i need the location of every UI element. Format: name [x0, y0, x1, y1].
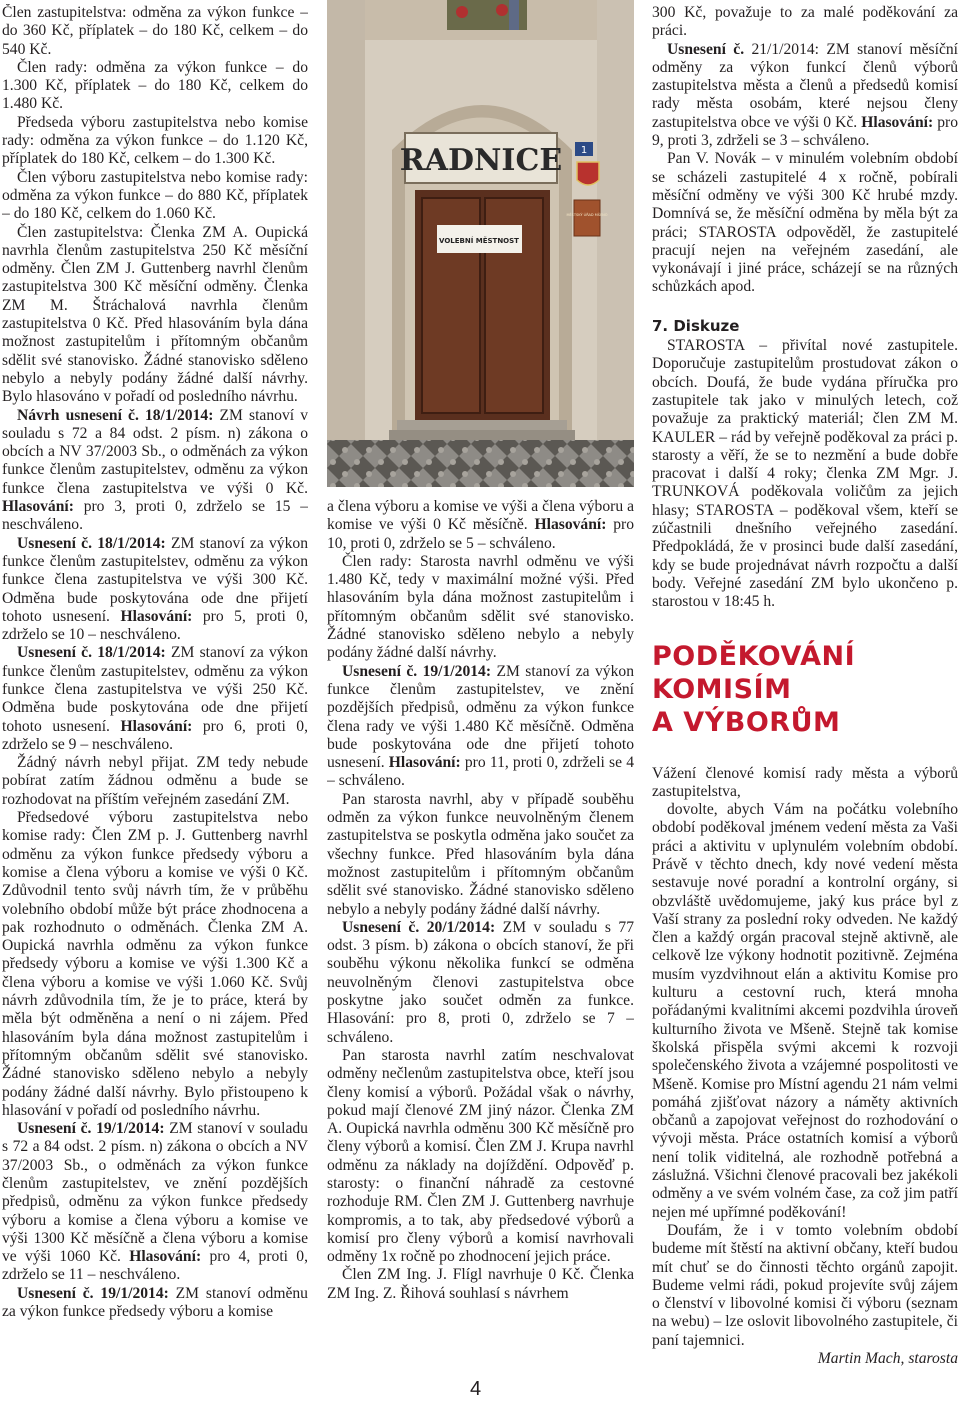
resolution-text: ZM stanoví za výkon funkce členům zastupitelstev, ve znění pozdějších předpisů, odměnu za výkon funkce člena rady ve výši 1.480 Kč měsíčně. Odměna bude poskytována ode dne přijetí tohoto usnesení.: [327, 662, 634, 772]
resolution-label: Usnesení č. 20/1/2014:: [342, 918, 496, 936]
vote-label: Hlasování:: [388, 754, 461, 772]
article-heading-line-1: PODĚKOVÁNÍ KOMISÍM: [652, 640, 856, 705]
paragraph: Doufám, že i v tomto volebním období budeme mít štěstí na aktivní občany, kteří budou mít chuť se do činnosti těchto orgánů zapojit. Budeme velmi rádi, pokud projevíte svůj zájem o členství v libovolné komisi či výboru (seznam na webu) – lze oslovit libovolného zastupitele, či paní tajemnici.: [652, 1221, 958, 1349]
resolution-text: 21/1/2014: ZM stanoví měsíční odměny za výkon funkcí členů výborů zastupitelstva města a členů a předsedů komisí rady města osobám, které nejsou členy zastupitelstva obce ve výši 0 Kč.: [652, 40, 958, 131]
paragraph: Člen rady: odměna za výkon funkce – do 1.300 Kč, příplatek – do 180 Kč, celkem do 1.480 Kč.: [2, 58, 308, 113]
vote-label: Hlasování:: [120, 717, 193, 735]
resolution-paragraph: [2, 1285, 308, 1322]
paragraph: [327, 1266, 634, 1303]
vote-result: pro 4, proti 0, zdrželo se 11 – neschváleno.: [2, 1248, 308, 1284]
paragraph: Žádný návrh nebyl přijat. ZM tedy nebude pobírat zatím žádnou odměnu a bude se rozhodovat na příštím veřejném zasedání ZM.: [2, 754, 308, 808]
resolution-paragraph: [2, 1120, 308, 1285]
resolution-text: ZM stanoví v souladu s 72 a 84 odst. 2 písm. n) zákona o obcích a NV 37/2003 Sb., o odměnách za výkon funkce členům zastupitelstev, odměnu za výkon funkce člena zastupitelstva ve výši 0 Kč.: [2, 406, 308, 497]
vote-label: Hlasování:: [861, 113, 934, 131]
page-number: 4: [470, 1378, 482, 1400]
article-heading: [652, 640, 958, 739]
column-2: [327, 498, 634, 1378]
vote-result: pro 3, proti 0, zdrželo se 15 – neschváleno.: [2, 498, 308, 534]
paragraph: Předseda výboru zastupitelstva nebo komise rady: odměna za výkon funkce – do 1.120 Kč, příplatek do 180 Kč, celkem – do 1.300 Kč.: [2, 113, 308, 168]
vote-label: Hlasování:: [120, 607, 193, 625]
resolution-text: ZM stanoví v souladu s 72 a 84 odst. 2 písm. n) zákona o obcích a NV 37/2003 Sb., o odměnách za výkon funkce členům zastupitelstev, ve znění pozdějších předpisů, odměnu za výkon funkce předsedy výboru a komise a člena výboru a komise ve výši 1300 Kč měsíčně a člena výboru a komise ve výši 1060 Kč.: [2, 1120, 308, 1266]
town-hall-photo: [327, 0, 634, 487]
resolution-text: ZM stanoví za výkon funkce členům zastupitelstev, odměnu za výkon funkce člena zastupitelstva ve výši 300 Kč. Odměna bude poskytována ode dne přijetí tohoto usnesení.: [2, 534, 308, 625]
paragraph: [327, 553, 634, 663]
house-number: 1: [580, 145, 588, 156]
paragraph-text: Pan starosta navrhl, aby v případě souběhu odměn za výkon funkce neuvolněným členem zastupitelstva se poskytla odměna jako součet za všechny funkce. Před hlasováním byla dána možnost zastupitelům i přítomným občanům sdělit své stanovisko. Žádné stanovisko sděleno nebylo a nebyly podány žádné další návrhy.: [327, 790, 634, 918]
signature: Martin Mach, starosta: [817, 1350, 958, 1367]
section-heading-discussion: 7. Diskuze: [652, 316, 740, 335]
resolution-label: Usnesení č. 18/1/2014:: [17, 534, 166, 552]
resolution-label: Návrh usnesení č. 18/1/2014:: [17, 406, 214, 424]
column-3: [652, 4, 958, 1394]
paragraph: [327, 1047, 634, 1267]
resolution-label: Usnesení č.: [667, 40, 745, 58]
notice-sign: VOLEBNÍ MĚSTNOST: [439, 237, 519, 245]
resolution-paragraph: [327, 919, 634, 1047]
paragraph-text: Pan V. Novák – v minulém volebním období se scházeli zastupitelé 4 x ročně, pobírali měsíční odměny ve výši 300 Kč hrubé mzdy. Domnívá se, že měsíční odměna by měla být za práci; STAROSTA odpověděl, že zastupitelé pracují nejen na veřejném zasedání, ale vykonávají i jiné práce, scházejí se na různých schůzkách apod.: [652, 150, 958, 296]
paragraph-text: 300 Kč, považuje to za malé poděkování za práci.: [652, 4, 958, 40]
salutation: Vážení členové komisí rady města a výborů zastupitelstva,: [652, 764, 958, 800]
office-plaque: MĚSTSKÝ ÚŘAD MŠENO: [566, 213, 608, 217]
resolution-paragraph: [327, 663, 634, 791]
paragraph-text: a člena výboru a komise ve výši a člena výboru a komise ve výši 0 Kč měsíčně.: [327, 498, 634, 534]
vote-result: pro 11, proti 0, zdrželi se 4 – schváleno.: [327, 754, 634, 790]
vote-label: Hlasování:: [2, 498, 74, 516]
paragraph-text: Člen rady: Starosta navrhl odměnu ve výši 1.480 Kč, tedy v maximální možné výši. Před hlasováním byla dána možnost zastupitelům i přítomným občanům sdělit své stanovisko. Žádné stanovisko sděleno nebylo a nebyly podány žádné další návrhy.: [327, 552, 634, 662]
resolution-label: Usnesení č. 19/1/2014:: [17, 1284, 169, 1302]
vote-result: pro 9, proti 3, zdrželi se 3 – schváleno.: [652, 113, 958, 150]
vote-label: Hlasování:: [129, 1248, 202, 1266]
paragraph: [327, 791, 634, 919]
resolution-label: Usnesení č. 19/1/2014:: [17, 1120, 165, 1138]
resolution-text: ZM v souladu s 77 odst. 3 písm. b) zákona o obcích stanoví, že při souběhu výkonu několika funkcí se odměna neuvolněným členovi zastupitelstva obce poskytne jako součet odměn za funkce. Hlasování: pro 8, proti 0, zdrželo se 7 – schváleno.: [327, 918, 634, 1046]
resolution-label: Usnesení č. 18/1/2014:: [17, 644, 166, 662]
paragraph: [652, 337, 958, 611]
resolution-text: ZM stanoví odměnu za výkon funkce předsedy výboru a komise: [2, 1284, 308, 1321]
town-hall-illustration: [327, 0, 634, 487]
coat-of-arms-icon: [577, 162, 599, 185]
article-heading-line-2: A VÝBORŮM: [652, 706, 841, 738]
resolution-paragraph: [2, 644, 308, 754]
paragraph-text: Pan starosta navrhl zatím neschvalovat odměny nečlenům zastupitelstva obce, kteří jsou členy komisí a výborů. Požádal však o návrhy, pokud mají členové ZM jiný názor. Členka ZM A. Oupická navrhla odměnu 300 Kč měsíčně pro členy výborů a komisí. Člen ZM J. Krupa navrhl odměnu za náklady na dojíždění. Odpověď p. starosty: o finanční náhradě za cestovné rozhoduje RM. Člen ZM J. Guttenberg navrhuje kompromis, a to tak, aby předsedové výborů a komisí pro členy výborů a komisí navrhovali odměny 1x ročně po zhodnocení jejich práce.: [327, 1046, 634, 1266]
paragraph: Člen výboru zastupitelstva nebo komise rady: odměna za výkon funkce – do 880 Kč, příplatek – do 180 Kč, celkem do 1.060 Kč.: [2, 168, 308, 223]
vote-result: pro 10, proti 0, zdrželo se 5 – schváleno.: [327, 516, 634, 552]
resolution-paragraph: [2, 407, 308, 535]
resolution-text: ZM stanoví za výkon funkce členům zastupitelstev, odměnu za výkon funkce člena zastupitelstva ve výši 250 Kč. Odměna bude poskytována ode dne přijetí tohoto usnesení.: [2, 644, 308, 735]
vote-result: pro 6, proti 0, zdrželo se 9 – neschváleno.: [2, 717, 308, 753]
column-1: [2, 4, 308, 1394]
paragraph-text: Člen ZM Ing. J. Flígl navrhuje 0 Kč. Členka ZM Ing. Z. Řihová souhlasí s návrhem: [327, 1266, 634, 1302]
radnice-sign: RADNICE: [399, 143, 563, 178]
resolution-paragraph: [2, 535, 308, 645]
paragraph: Předsedové výboru zastupitelstva nebo komise rady: Člen ZM p. J. Guttenberg navrhl odměnu za výkon funkce předsedy výboru a komise a člena výboru a komise ve výši 0 Kč. Zdůvodnil tento svůj návrh tím, že v průběhu volebního období může být práce zhodnocena a pak rozhodnuto o odměnách. Členka ZM A. Oupická navrhla odměnu za výkon funkce předsedy výboru a komise ve výši 1.300 Kč a člena výboru a komise ve výši 1.060 Kč. Svůj návrh zdůvodnila tím, že je to práce, která by měla být odměněna a není o ni zájem. Před hlasováním byla dána možnost zastupitelům i přítomným občanům sdělit své stanovisko. Žádné stanovisko sděleno nebylo a nebyly podány žádné další návrhy. Bylo přistoupeno k hlasování v pořadí od posledního návrhu.: [2, 809, 308, 1119]
paragraph: Člen zastupitelstva: odměna za výkon funkce – do 360 Kč, příplatek – do 180 Kč, celkem – do 540 Kč.: [2, 4, 308, 58]
paragraph: dovolte, abych Vám na počátku volebního období poděkoval jménem vedení města za Vaši práci a aktivitu v uplynulém volebním období. Právě v těchto dnech, kdy nové vedení města sestavuje nové poradní a kontrolní orgány, si obzvláště uvědomujeme, jaký kus práce byl z Vaší strany za poslední roky odveden. Ne každý člen a každý orgán pracoval stejně aktivně, ale celkově lze výkony hodnotit pozitivně. Zejména musím vyzdvihnout elán a aktivitu Komise pro kulturu a cestovní ruch, která mnoha pořádanými kvalitními akcemi pozdvihla úroveň kulturního života ve Mšeně. Stejně tak komise školská přispěla svými akcemi k rozvoji společenského života a vzájemné pospolitosti ve Mšeně. Komise pro Místní agendu 21 nám velmi pomáhá zjišťovat názory a náměty aktivních občanů a zapojovat veřejnost do rozhodování o vývoji města. Práce ostatních komisí a výborů není tolik viditelná, ale rozhodně potřebná a záslužná. Všichni členové pracovali bez jakékoli odměny a ve svém volném čase, za což jim patří nejen mé upřímné poděkování!: [652, 801, 958, 1221]
resolution-paragraph: [652, 41, 958, 151]
paragraph: [652, 150, 958, 296]
paragraph: Člen zastupitelstva: Členka ZM A. Oupická navrhla členům zastupitelstva 250 Kč měsíční odměny. Člen ZM J. Guttenberg navrhl členům zastupitelstva 300 Kč měsíční odměny. Členka ZM M. Štráchalová navrhla členům zastupitelstva 0 Kč. Před hlasováním byla dána možnost zastupitelům i přítomným občanům sdělit své stanovisko. Žádné stanovisko sděleno nebylo a nebyly podány žádné další návrhy. Bylo hlasováno v pořadí od posledního návrhu.: [2, 223, 308, 406]
paragraph-text: STAROSTA – přivítal nové zastupitele. Doporučuje zastupitelům prostudovat zákon o obcích. Doufá, že bude vydána příručka pro zastupitele tak jako v minulých letech, což považuje za praktický materiál; člen ZM M. KAULER – rád by veřejně poděkoval za práci p. starosty a věří, že se to nezmění a bude dobře pracovat i další 4 roky; členka ZM Mgr. J. TRUNKOVÁ poděkovala voličům za jejich hlasy; STAROSTA – poděkoval všem, kteří se zúčastnili dnešního veřejného zasedání. Předpokládá, že v prosinci bude další zasedání, kdy se bude projednávat návrh rozpočtu a další body. Veřejné zasedání ZM bylo ukončeno p. starostou v 18:45 h.: [652, 337, 958, 611]
paragraph: [652, 4, 958, 41]
vote-result: pro 5, proti 0, zdrželo se 10 – neschváleno.: [2, 607, 308, 644]
paragraph: [327, 498, 634, 553]
vote-label: Hlasování:: [534, 516, 607, 534]
resolution-label: Usnesení č. 19/1/2014:: [342, 662, 492, 680]
